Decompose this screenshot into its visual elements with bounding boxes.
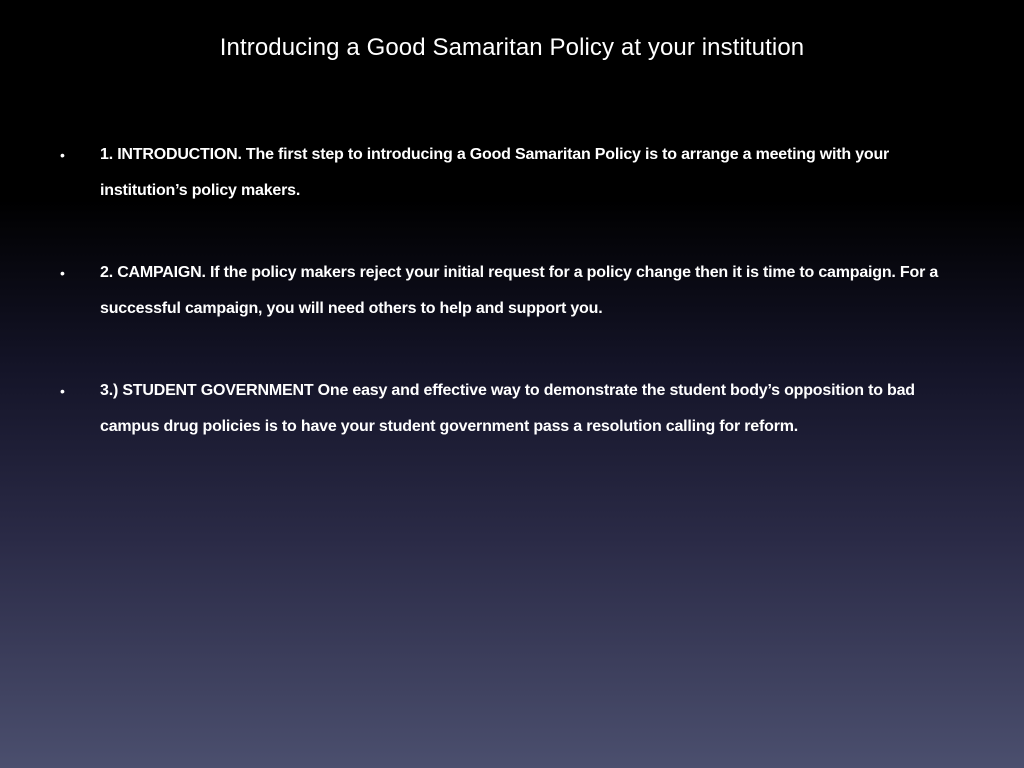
bullet-item-introduction [60, 137, 960, 209]
bullet-text: 2. CAMPAIGN. If the policy makers reject your initial request for a policy change then it is time to campaign. For a successful campaign, you will need others to help and support you. [100, 264, 939, 317]
bullet-list [60, 137, 960, 491]
bullet-dot-icon: • [60, 383, 65, 399]
bullet-dot-icon: • [60, 265, 65, 281]
slide-title: Introducing a Good Samaritan Policy at your institution [219, 34, 805, 61]
bullet-dot-icon: • [60, 147, 65, 163]
bullet-item-student-government [60, 373, 960, 445]
bullet-item-campaign [60, 255, 960, 327]
bullet-text: 3.) STUDENT GOVERNMENT One easy and effective way to demonstrate the student body’s opposition to bad campus drug policies is to have your student government pass a resolution calling for reform. [100, 382, 915, 435]
bullet-text: 1. INTRODUCTION. The first step to introducing a Good Samaritan Policy is to arrange a meeting with your institution’s policy makers. [100, 146, 890, 199]
